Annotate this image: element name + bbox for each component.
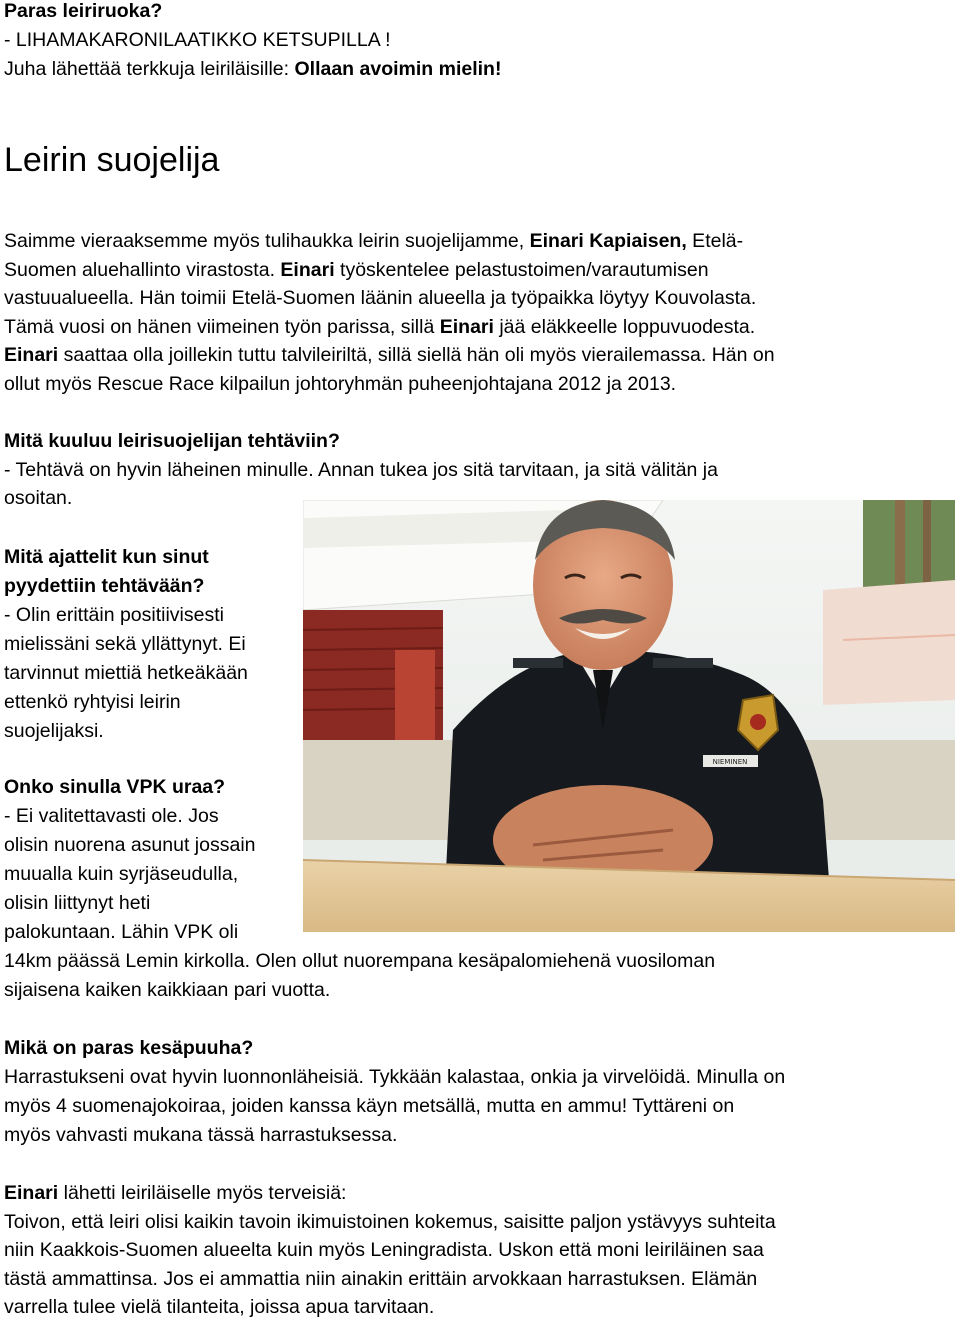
- greeting-line-4: tästä ammattinsa. Jos ei ammattia niin ainakin erittäin arvokkaan harrastuksen. Elämän: [4, 1268, 758, 1290]
- qa3-answer-1: - Ei valitettavasti ole. Jos: [4, 805, 219, 827]
- name-tag-text: NIEMINEN: [712, 758, 748, 766]
- qa2-answer-3: tarvinnut miettiä hetkeäkään: [4, 662, 248, 684]
- intro-line-6: ollut myös Rescue Race kilpailun johtoryhmän puheenjohtajana 2012 ja 2013.: [4, 373, 677, 395]
- intro-line-4: Tämä vuosi on hänen viimeinen työn parissa, sillä Einari jää eläkkeelle loppuvuodesta.: [4, 316, 756, 338]
- intro-line-1: Saimme vieraaksemme myös tulihaukka leirin suojelijamme, Einari Kapiaisen, Etelä-: [4, 230, 744, 252]
- qa2-answer-4: ettenkö ryhtyisi leirin: [4, 691, 181, 713]
- qa3-answer-5: palokuntaan. Lähin VPK oli: [4, 921, 239, 943]
- qa4-answer-2: myös 4 suomenajokoiraa, joiden kanssa käyn metsällä, mutta en ammu! Tyttäreni on: [4, 1095, 735, 1117]
- qa2-answer-1: - Olin erittäin positiivisesti: [4, 604, 224, 626]
- header-answer: - LIHAMAKARONILAATIKKO KETSUPILLA !: [4, 29, 391, 51]
- header-greeting: Juha lähettää terkkuja leiriläisille: Ollaan avoimin mielin!: [4, 58, 502, 80]
- qa1-question: Mitä kuuluu leirisuojelijan tehtäviin?: [4, 430, 340, 452]
- greeting-line-3: niin Kaakkois-Suomen alueelta kuin myös Leningradista. Uskon että moni leiriläinen saa: [4, 1239, 764, 1261]
- qa3-question: Onko sinulla VPK uraa?: [4, 776, 226, 798]
- qa2-question-1: Mitä ajattelit kun sinut: [4, 546, 209, 568]
- intro-line-2: Suomen aluehallinto virastosta. Einari työskentelee pelastustoimen/varautumisen: [4, 259, 709, 281]
- qa2-answer-5: suojelijaksi.: [4, 720, 104, 742]
- qa3-answer-4: olisin liittynyt heti: [4, 892, 151, 914]
- qa2-answer-2: mielissäni sekä yllättynyt. Ei: [4, 633, 246, 655]
- portrait-photo: [303, 500, 955, 932]
- qa4-question: Mikä on paras kesäpuuha?: [4, 1037, 254, 1059]
- page-title: Leirin suojelija: [4, 141, 220, 179]
- qa3-answer-7: sijaisena kaiken kaikkiaan pari vuotta.: [4, 979, 331, 1001]
- qa3-answer-6: 14km päässä Lemin kirkolla. Olen ollut nuorempana kesäpalomiehenä vuosiloman: [4, 950, 716, 972]
- greeting-line-1: Einari lähetti leiriläiselle myös terveisiä:: [4, 1182, 347, 1204]
- header-question: Paras leiriruoka?: [4, 0, 163, 22]
- qa4-answer-1: Harrastukseni ovat hyvin luonnonläheisiä. Tykkään kalastaa, onkia ja virvelöidä. Minulla on: [4, 1066, 786, 1088]
- intro-line-3: vastuualueella. Hän toimii Etelä-Suomen läänin alueella ja työpaikka löytyy Kouvolasta.: [4, 287, 757, 309]
- qa1-answer-2: osoitan.: [4, 487, 73, 509]
- qa1-answer-1: - Tehtävä on hyvin läheinen minulle. Annan tukea jos sitä tarvitaan, ja sitä välitän ja: [4, 459, 718, 481]
- qa3-answer-3: muualla kuin syrjäseudulla,: [4, 863, 239, 885]
- qa3-answer-2: olisin nuorena asunut jossain: [4, 834, 256, 856]
- qa4-answer-3: myös vahvasti mukana tässä harrastuksessa.: [4, 1124, 398, 1146]
- greeting-line-5: varrella tulee vielä tilanteita, joissa apua tarvitaan.: [4, 1296, 435, 1318]
- intro-line-5: Einari saattaa olla joillekin tuttu talvileiriltä, sillä siellä hän oli myös vierailemassa. Hän on: [4, 344, 775, 366]
- qa2-question-2: pyydettiin tehtävään?: [4, 575, 205, 597]
- greeting-line-2: Toivon, että leiri olisi kaikin tavoin ikimuistoinen kokemus, saisitte paljon ystävyys suhteita: [4, 1211, 776, 1233]
